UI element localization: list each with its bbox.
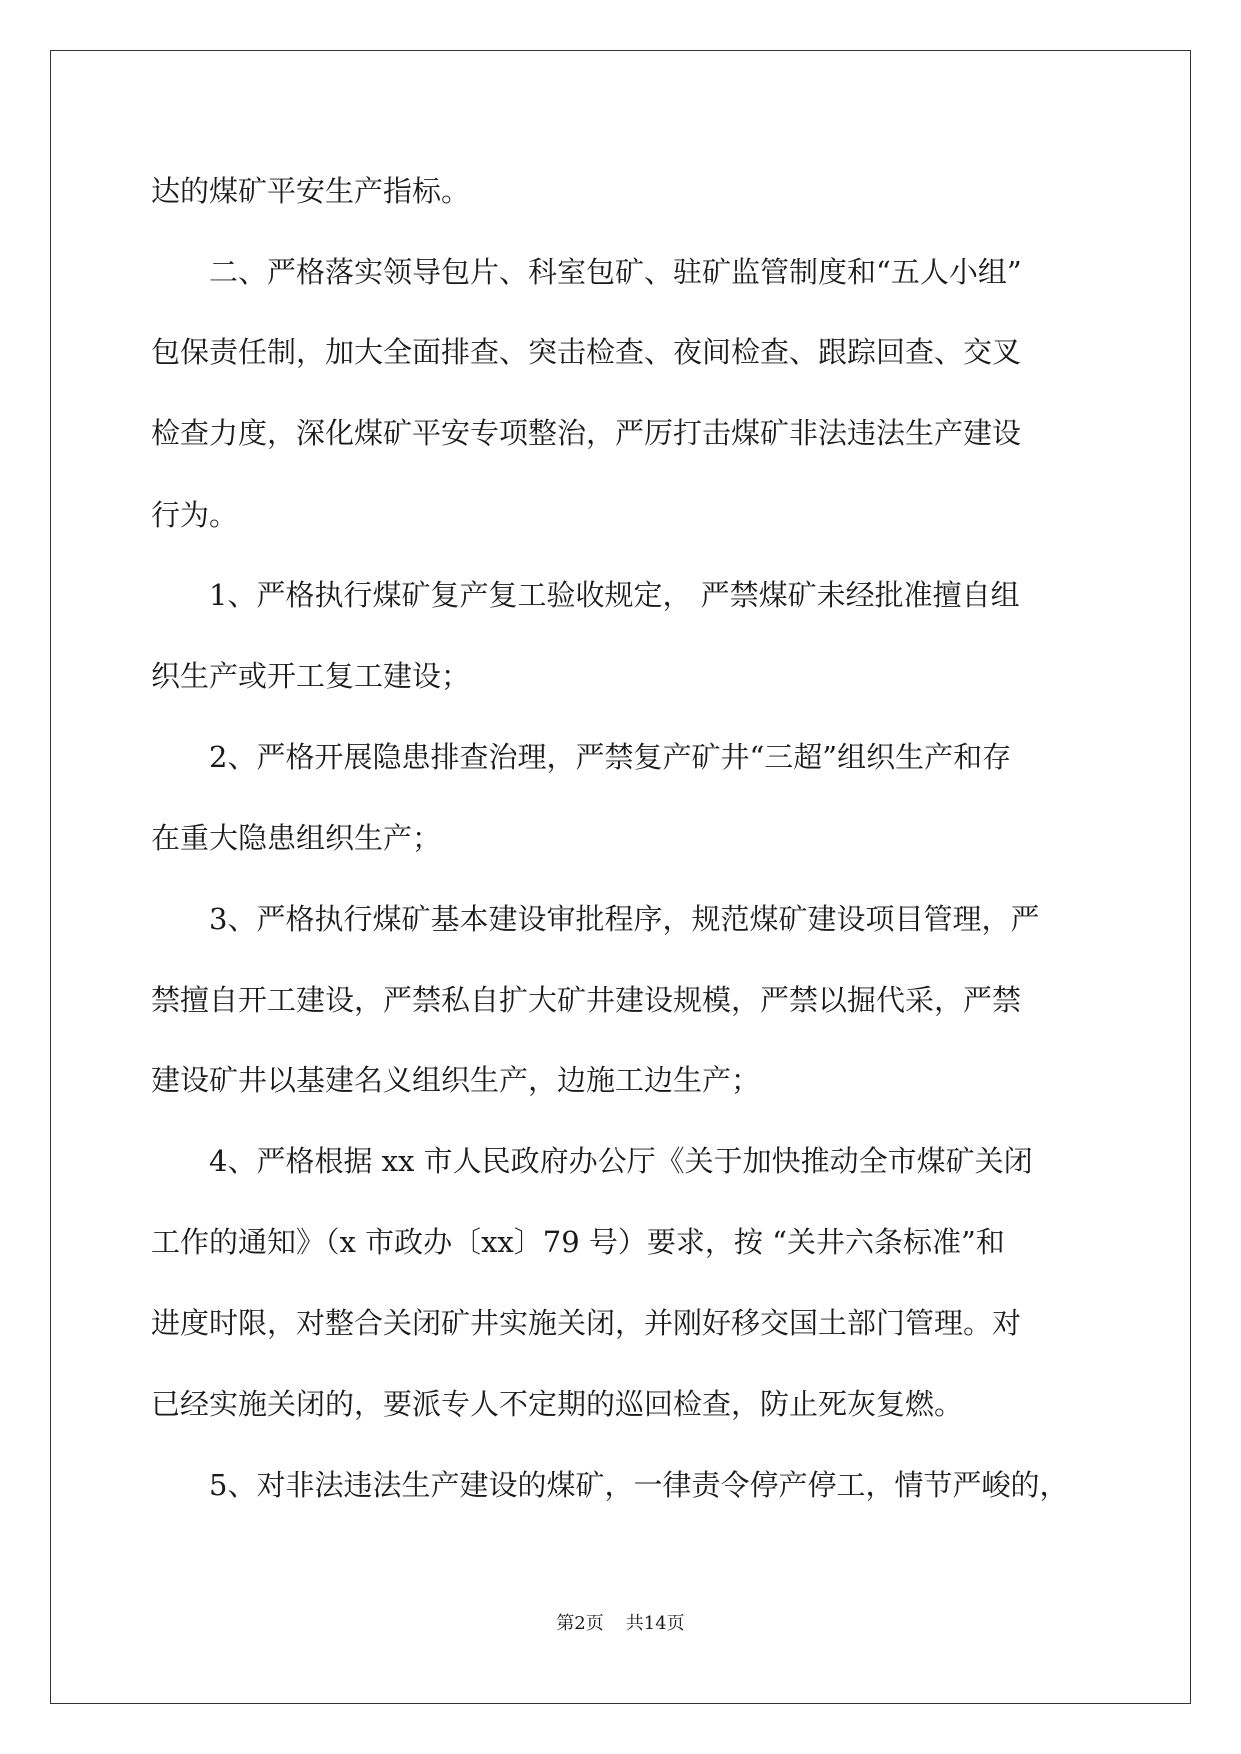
text-line: 达的煤矿平安生产指标。: [151, 174, 471, 208]
page-border: [50, 50, 1191, 1704]
text-line: 禁擅自开工建设，严禁私自扩大矿井建设规模，严禁以掘代采，严禁: [151, 983, 1022, 1017]
text-line: 2、严格开展隐患排查治理，严禁复产矿井“三超”组织生产和存: [151, 740, 1012, 774]
page-footer: [0, 1609, 1241, 1635]
text-line: 包保责任制，加大全面排查、突击检查、夜间检查、跟踪回查、交叉: [151, 335, 1022, 369]
text-line: 1、严格执行煤矿复产复工验收规定， 严禁煤矿未经批准擅自组: [151, 578, 1020, 612]
text-line: 工作的通知》（x 市政办〔xx〕79 号）要求，按 “关井六条标准”和: [151, 1225, 1005, 1259]
text-line: 在重大隐患组织生产；: [151, 821, 442, 855]
text-line: 4、严格根据 xx 市人民政府办公厅《关于加快推动全市煤矿关闭: [151, 1144, 1033, 1178]
page-total: 共14页: [625, 1613, 685, 1634]
text-line: 5、对非法违法生产建设的煤矿，一律责令停产停工，情节严峻的，: [151, 1468, 1069, 1502]
text-line: 织生产或开工复工建设；: [151, 659, 471, 693]
text-line: 进度时限，对整合关闭矿井实施关闭，并刚好移交国土部门管理。对: [151, 1306, 1022, 1340]
text-line: 二、严格落实领导包片、科室包矿、驻矿监管制度和“五人小组”: [151, 255, 1022, 289]
text-line: 建设矿井以基建名义组织生产，边施工边生产；: [151, 1063, 761, 1097]
text-line: 已经实施关闭的，要派专人不定期的巡回检查，防止死灰复燃。: [151, 1387, 964, 1421]
page-number: 第2页: [556, 1613, 604, 1634]
text-line: 行为。: [151, 498, 239, 532]
text-line: 3、严格执行煤矿基本建设审批程序，规范煤矿建设项目管理，严: [151, 902, 1040, 936]
text-line: 检查力度，深化煤矿平安专项整治，严厉打击煤矿非法违法生产建设: [151, 416, 1022, 450]
